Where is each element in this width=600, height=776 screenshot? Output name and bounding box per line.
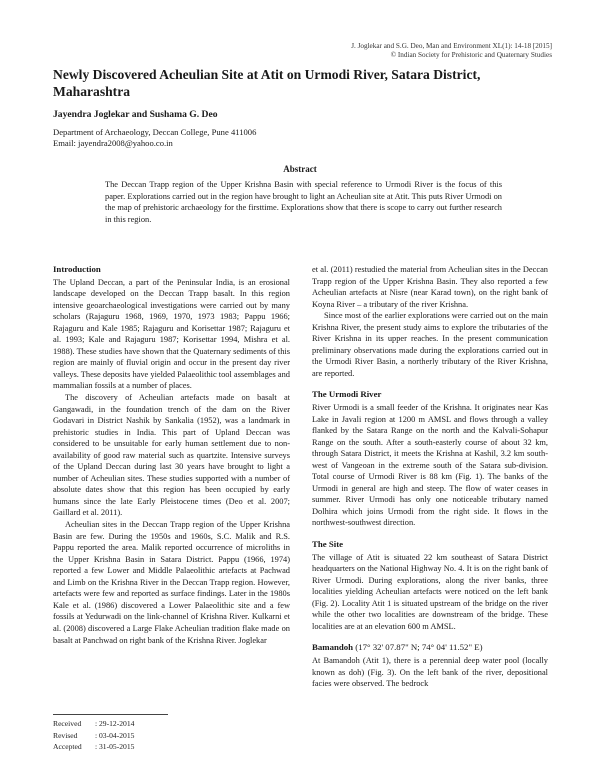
paragraph: At Bamandoh (Atit 1), there is a perennial deep water pool (locally known as doh) (Fig. 3). On the left bank of the river, depositional facies were observed. The bedrock: [312, 655, 548, 689]
bamandoh-coordinates: (17° 32' 07.87" N; 74° 04' 11.52" E): [353, 642, 483, 653]
received-date: Received : 29-12-2014: [53, 719, 135, 728]
bamandoh-name: Bamandoh: [312, 642, 354, 653]
paragraph: et al. (2011) restudied the material from Acheulian sites in the Deccan Trapp region of the Upper Krishna Basin. They also reported a few Acheulian artefacts at Nisre (near Karad town), on the right bank of Koyna River – a tributary of the river Krishna.: [312, 265, 548, 309]
abstract-text: The Deccan Trapp region of the Upper Krishna Basin with special reference to Urmodi River is the focus of this paper. Explorations carried out in the region have brought to light an Acheulian site at Atit. This puts River Urmodi on the map of prehistoric archaeology for the firsttime. Explorations show that there is scope to carry out further research in this region.: [105, 180, 502, 224]
paper-title: Newly Discovered Acheulian Site at Atit on Urmodi River, Satara District, Maharashtra: [53, 67, 481, 99]
paragraph: Acheulian sites in the Deccan Trapp region of the Upper Krishna Basin are few. During the 1950s and 1960s, S.C. Malik and R.S. Pappu reported the area. Malik reported occurrence of microliths in the Upper Krishna Basin in Satara District. Pappu (1966, 1974) reported a few Lower and Middle Palaeolithic artefacts at Pachwad and Limb on the Krishna River in the Deccan Trapp region. However, artefacts were few and reported as surface findings. Later in the 1980s Kale et al. (1986) discovered a Lower Palaeolithic site and a few fossils at Yedurwadi on the link-channel of Krishna River. Kulkarni et al. (2008) discovered a Large Flake Acheulian tradition flake made on basalt at Panchwad on right bank of the Krishna River. Joglekar: [53, 520, 290, 645]
revised-date: Revised : 03-04-2015: [53, 730, 135, 740]
abstract-heading: Abstract: [283, 164, 317, 174]
paragraph: The Upland Deccan, a part of the Peninsular India, is an erosional landscape developed on the Deccan Trapp basalt. In this region intensive geoarchaeological investigations were carried out by many scholars (Rajaguru 1968, 1969, 1970, 1973 1983; Pappu 1966; Rajaguru and Kale 1985; Rajaguru and Korisettar 1987; Rajaguru et al. 1993; Kale and Rajaguru 1987; Korisettar 1994, Mishra et al. 1988). These studies have shown that the Quaternary sediments of this region are mainly of fluvial origin and occur in the present day river valleys. These deposits have yielded Palaeolithic tool assemblages and mammalian fossils at a number of places.: [53, 277, 290, 391]
email: Email: jayendra2008@yahoo.co.in: [53, 138, 173, 149]
submission-dates: [53, 718, 213, 753]
paragraph: River Urmodi is a small feeder of the Krishna. It originates near Kas Lake in Javali region at 1200 m AMSL and flows through a valley flanked by the Satara Range on the north and the Kalvali-Sohapur Range on the south. After a south-easterly course of about 32 km, through Satara District, it meets the Krishna at Kashil, 3.2 km south-west of Vangeoan in the extreme south of the Satara sub-division. Total course of Urmodi River is 88 km (Fig. 1). The banks of the Urmodi in general are high and steep. The flow of water ceases in summer. River Urmodi has only one noticeable tributary named Dolhira which joins Urmodi from the right side. It flows in the northwest-southwest direction.: [312, 403, 548, 528]
affiliation: [53, 127, 553, 150]
paragraph: The discovery of Acheulian artefacts made on basalt at Gangawadi, in the foundation trench of the dam on the River Godavari in District Nashik by Sankalia (1952), was a landmark in prehistoric studies in India. This part of Upland Deccan was considered to be unsuitable for early human settlement due to non-availability of good raw material such as quartzite. Intensive surveys of the Upland Deccan during last 30 years have brought to light a number of Acheulian sites. These studies supported with a number of absolute dates show that this region has been occupied by early humans since the late Early Pleistocene times (Deo et al. 2007; Gaillard et al. 2011).: [53, 393, 290, 518]
copyright-line: © Indian Society for Prehistoric and Quaternary Studies: [390, 51, 552, 60]
right-column: [312, 264, 548, 690]
site-heading: The Site: [312, 539, 344, 550]
left-column: [53, 264, 290, 646]
urmodi-river-heading: The Urmodi River: [312, 389, 382, 400]
citation-line: J. Joglekar and S.G. Deo, Man and Environment XL(1): 14-18 [2015]: [351, 42, 552, 50]
journal-header: [252, 42, 552, 61]
department: Department of Archaeology, Deccan College, Pune 411006: [53, 127, 257, 137]
paragraph: Since most of the earlier explorations were carried out on the main Krishna River, the present study aims to explore the tributaries of the River Krishna in its upper reaches. In the present communication preliminary observations made during the explorations carried out in the Urmodi River Basin, a northerly tributary of the River Krishna, are reported.: [312, 311, 548, 378]
bamandoh-heading: [312, 642, 548, 654]
authors: Jayendra Joglekar and Sushama G. Deo: [53, 109, 218, 120]
footnote-divider: [53, 714, 168, 715]
introduction-heading: Introduction: [53, 264, 101, 274]
paragraph: The village of Atit is situated 22 km southeast of Satara District headquarters on the National Highway No. 4. It is on the right bank of River Urmodi. During explorations, along the river banks, three localities yielding Acheulian artefacts were noticed on the left bank (Fig. 2). Locality Atit 1 is situated upstream of the bridge on the river while the other two localities are downstream of the bridge. These localities are at an elevation 600 m AMSL.: [312, 552, 548, 631]
accepted-date: Accepted : 31-05-2015: [53, 742, 135, 752]
